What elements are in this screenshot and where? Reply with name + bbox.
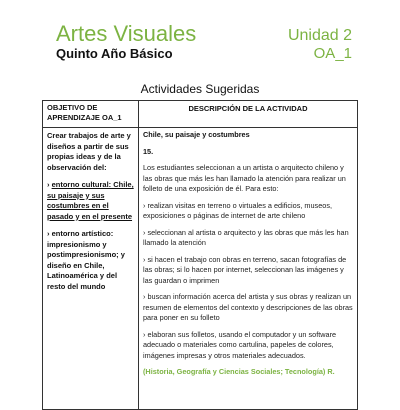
activity-column-header: DESCRIPCIÓN DE LA ACTIVIDAD — [188, 104, 308, 113]
activity-step: › elaboran sus folletos, usando el computador y un software adecuado o materiales como cartulina, papeles de colores, imágenes impresas y otros materiales adecuados. — [143, 329, 337, 360]
objective-item-cultural — [47, 180, 135, 222]
section-title: Actividades Sugeridas — [140, 82, 260, 96]
activity-title: Chile, su paisaje y costumbres — [143, 130, 250, 139]
unit-label: Unidad 2 — [287, 27, 352, 44]
page-header — [0, 0, 400, 70]
objective-item-cultural-text: entorno cultural: Chile, su paisaje y sus costumbres en el pasado y en el presente — [47, 180, 134, 221]
activity-cell — [143, 130, 355, 384]
activities-table — [42, 100, 358, 410]
objective-item-artistic: › entorno artístico: impresionismo y postimpresionismo; y diseño en Chile, Latinoamérica y del resto del mundo — [47, 229, 125, 291]
activity-step: › seleccionan al artista o arquitecto y las obras que más les han llamado la atención — [143, 227, 349, 247]
activity-number: 15. — [143, 146, 154, 156]
header-divider — [43, 127, 357, 128]
objective-column-header: OBJETIVO DE APRENDIZAJE OA_1 — [47, 103, 122, 122]
activity-step: › si hacen el trabajo con obras en terreno, sacan fotografías de las obras; si lo hacen por internet, seleccionan las imágenes y las guardan o imprimen — [143, 254, 347, 285]
bullet: › — [47, 180, 52, 189]
column-divider — [138, 101, 139, 409]
objective-intro: Crear trabajos de arte y diseños a partir de sus propias ideas y de la observación del: — [47, 131, 131, 172]
page-subtitle: Quinto Año Básico — [56, 46, 173, 61]
cross-subject-note: (Historia, Geografía y Ciencias Sociales; Tecnología) R. — [143, 367, 335, 376]
page-title: Artes Visuales — [56, 21, 197, 46]
objective-cell — [47, 131, 135, 299]
activity-step: › buscan información acerca del artista y sus obras y realizan un resumen de elementos del contexto y descripciones de las obras para poner en su folleto — [143, 292, 353, 322]
oa-code: OA_1 — [313, 45, 352, 62]
activity-step: › realizan visitas en terreno o virtuales a edificios, museos, exposiciones o páginas de internet de arte chileno — [143, 200, 332, 220]
activity-intro: Los estudiantes seleccionan a un artista o arquitecto chileno y las obras que más les han llamado la atención para realizar un folleto de una exposición de él. Para esto: — [143, 163, 346, 193]
